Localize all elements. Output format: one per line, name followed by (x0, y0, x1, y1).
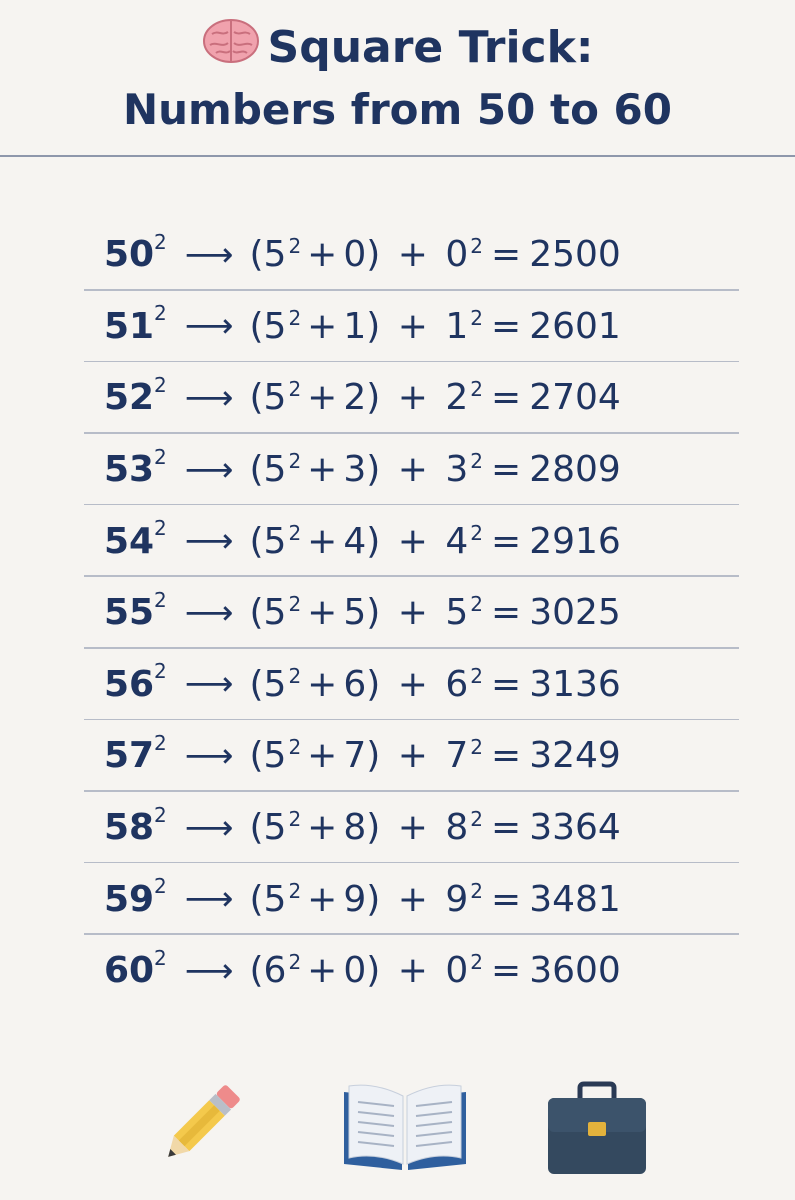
equals-symbol: = (491, 807, 522, 849)
row-result: 3364 (529, 807, 621, 849)
row-result: 3249 (529, 735, 621, 777)
plus-symbol: + (397, 520, 428, 562)
row-tens-exponent: 2 (288, 592, 302, 617)
brain-icon (202, 18, 260, 78)
row-tens-exponent: 2 (288, 950, 302, 975)
row-unit-exponent: 2 (470, 305, 484, 330)
equals-symbol: = (491, 377, 522, 419)
row-add: 1 (343, 305, 367, 347)
plus-symbol: + (397, 807, 428, 849)
plus-symbol: + (307, 234, 338, 276)
row-unit: 5 (445, 592, 469, 634)
plus-symbol: + (397, 950, 428, 992)
arrow-symbol: ⟶ (184, 807, 234, 848)
plus-symbol: + (307, 663, 338, 705)
equals-symbol: = (491, 878, 522, 920)
footer-icons (0, 1070, 795, 1180)
formula-row (84, 577, 739, 649)
row-add: 5 (343, 592, 367, 634)
row-unit: 6 (445, 663, 469, 705)
plus-symbol: + (397, 735, 428, 777)
row-base: 53 (104, 449, 155, 491)
row-unit: 9 (445, 878, 469, 920)
plus-symbol: + (397, 234, 428, 276)
formula-row (84, 863, 739, 935)
row-tens-exponent: 2 (288, 735, 302, 760)
arrow-symbol: ⟶ (184, 735, 234, 776)
row-tens-exponent: 2 (288, 449, 302, 474)
row-base: 55 (104, 592, 155, 634)
row-add: 6 (343, 663, 367, 705)
plus-symbol: + (397, 878, 428, 920)
briefcase-icon (542, 1080, 652, 1190)
row-base: 57 (104, 735, 155, 777)
row-base-exponent: 2 (154, 372, 167, 397)
row-formula: (5 $^2$ + 6) + 6 $^2$ = 3136 (249, 663, 621, 705)
equals-symbol: = (491, 735, 522, 777)
row-base-exponent: 2 (154, 659, 167, 684)
row-result: 2809 (529, 449, 621, 491)
plus-symbol: + (307, 735, 338, 777)
arrow-symbol: ⟶ (184, 950, 234, 991)
row-tens-exponent: 2 (288, 878, 302, 903)
row-tens: 5 (263, 663, 287, 705)
row-tens-exponent: 2 (288, 377, 302, 402)
row-unit-exponent: 2 (470, 878, 484, 903)
row-result: 2916 (529, 520, 621, 562)
row-base: 59 (104, 878, 155, 920)
formula-row (84, 720, 739, 792)
row-unit: 1 (445, 305, 469, 347)
row-base-exponent: 2 (154, 301, 167, 326)
row-formula: (5 $^2$ + 1) + 1 $^2$ = 2601 (249, 305, 621, 347)
row-tens: 5 (263, 305, 287, 347)
row-unit-exponent: 2 (470, 950, 484, 975)
row-tens: 5 (263, 592, 287, 634)
row-formula: (6 $^2$ + 0) + 0 $^2$ = 3600 (249, 950, 621, 992)
row-add: 7 (343, 735, 367, 777)
row-unit: 3 (445, 449, 469, 491)
row-base-exponent: 2 (154, 444, 167, 469)
row-base-exponent: 2 (154, 945, 167, 970)
arrow-symbol: ⟶ (184, 377, 234, 418)
row-add: 0 (343, 950, 367, 992)
row-tens: 5 (263, 878, 287, 920)
arrow-symbol: ⟶ (184, 521, 234, 562)
row-unit-exponent: 2 (470, 234, 484, 259)
row-base: 54 (104, 520, 155, 562)
plus-symbol: + (307, 950, 338, 992)
formula-row (84, 792, 739, 864)
row-add: 3 (343, 449, 367, 491)
title-line-1: Square Trick: (267, 22, 594, 73)
equals-symbol: = (491, 234, 522, 276)
formula-row (84, 649, 739, 721)
row-unit-exponent: 2 (470, 449, 484, 474)
arrow-symbol: ⟶ (184, 664, 234, 705)
row-unit: 0 (445, 234, 469, 276)
row-tens: 5 (263, 520, 287, 562)
row-formula: (5 $^2$ + 7) + 7 $^2$ = 3249 (249, 735, 621, 777)
pencil-icon (145, 1070, 255, 1180)
row-tens: 5 (263, 377, 287, 419)
plus-symbol: + (307, 520, 338, 562)
row-result: 3136 (529, 663, 621, 705)
row-result: 2500 (529, 234, 621, 276)
row-base: 51 (104, 305, 155, 347)
row-unit: 2 (445, 377, 469, 419)
row-base: 56 (104, 663, 155, 705)
row-base-exponent: 2 (154, 587, 167, 612)
row-base: 52 (104, 377, 155, 419)
row-formula: (5 $^2$ + 8) + 8 $^2$ = 3364 (249, 807, 621, 849)
row-base: 60 (104, 950, 155, 992)
row-result: 2601 (529, 305, 621, 347)
row-unit-exponent: 2 (470, 735, 484, 760)
equals-symbol: = (491, 592, 522, 634)
row-add: 0 (343, 234, 367, 276)
arrow-symbol: ⟶ (184, 306, 234, 347)
formula-row (84, 505, 739, 577)
row-add: 8 (343, 807, 367, 849)
plus-symbol: + (307, 449, 338, 491)
row-base-exponent: 2 (154, 874, 167, 899)
plus-symbol: + (307, 878, 338, 920)
arrow-symbol: ⟶ (184, 234, 234, 275)
row-add: 9 (343, 878, 367, 920)
row-tens-exponent: 2 (288, 305, 302, 330)
row-base-exponent: 2 (154, 516, 167, 541)
row-base: 58 (104, 807, 155, 849)
row-formula: (5 $^2$ + 5) + 5 $^2$ = 3025 (249, 592, 621, 634)
row-base: 50 (104, 234, 155, 276)
row-result: 3600 (529, 950, 621, 992)
formula-row (84, 935, 739, 1007)
row-tens: 5 (263, 807, 287, 849)
row-unit-exponent: 2 (470, 377, 484, 402)
row-tens: 5 (263, 234, 287, 276)
header-divider (0, 155, 795, 157)
row-formula: (5 $^2$ + 3) + 3 $^2$ = 2809 (249, 449, 621, 491)
row-unit-exponent: 2 (470, 592, 484, 617)
plus-symbol: + (397, 449, 428, 491)
formula-row (84, 434, 739, 506)
plus-symbol: + (307, 305, 338, 347)
plus-symbol: + (307, 807, 338, 849)
row-base-exponent: 2 (154, 229, 167, 254)
formula-list (84, 219, 739, 1007)
row-formula: (5 $^2$ + 2) + 2 $^2$ = 2704 (249, 377, 621, 419)
open-book-icon (340, 1078, 470, 1188)
row-tens-exponent: 2 (288, 807, 302, 832)
row-unit: 0 (445, 950, 469, 992)
plus-symbol: + (397, 592, 428, 634)
equals-symbol: = (491, 305, 522, 347)
arrow-symbol: ⟶ (184, 449, 234, 490)
page-title (0, 18, 795, 78)
row-unit: 8 (445, 807, 469, 849)
row-result: 3025 (529, 592, 621, 634)
row-result: 3481 (529, 878, 621, 920)
arrow-symbol: ⟶ (184, 879, 234, 920)
row-base-exponent: 2 (154, 802, 167, 827)
row-add: 2 (343, 377, 367, 419)
row-unit: 4 (445, 520, 469, 562)
equals-symbol: = (491, 520, 522, 562)
row-formula: (5 $^2$ + 4) + 4 $^2$ = 2916 (249, 520, 621, 562)
plus-symbol: + (397, 305, 428, 347)
arrow-symbol: ⟶ (184, 592, 234, 633)
title-line-2: Numbers from 50 to 60 (123, 85, 672, 134)
row-tens: 5 (263, 449, 287, 491)
plus-symbol: + (397, 663, 428, 705)
row-unit-exponent: 2 (470, 520, 484, 545)
equals-symbol: = (491, 950, 522, 992)
row-result: 2704 (529, 377, 621, 419)
row-tens: 5 (263, 735, 287, 777)
row-unit-exponent: 2 (470, 663, 484, 688)
row-tens-exponent: 2 (288, 663, 302, 688)
row-tens-exponent: 2 (288, 234, 302, 259)
row-tens-exponent: 2 (288, 520, 302, 545)
row-formula: (5 $^2$ + 9) + 9 $^2$ = 3481 (249, 878, 621, 920)
plus-symbol: + (307, 377, 338, 419)
equals-symbol: = (491, 449, 522, 491)
row-tens: 6 (263, 950, 287, 992)
row-unit: 7 (445, 735, 469, 777)
formula-row (84, 362, 739, 434)
formula-row (84, 291, 739, 363)
plus-symbol: + (397, 377, 428, 419)
row-unit-exponent: 2 (470, 807, 484, 832)
formula-row (84, 219, 739, 291)
plus-symbol: + (307, 592, 338, 634)
equals-symbol: = (491, 663, 522, 705)
row-add: 4 (343, 520, 367, 562)
row-formula: (5 $^2$ + 0) + 0 $^2$ = 2500 (249, 234, 621, 276)
row-base-exponent: 2 (154, 730, 167, 755)
